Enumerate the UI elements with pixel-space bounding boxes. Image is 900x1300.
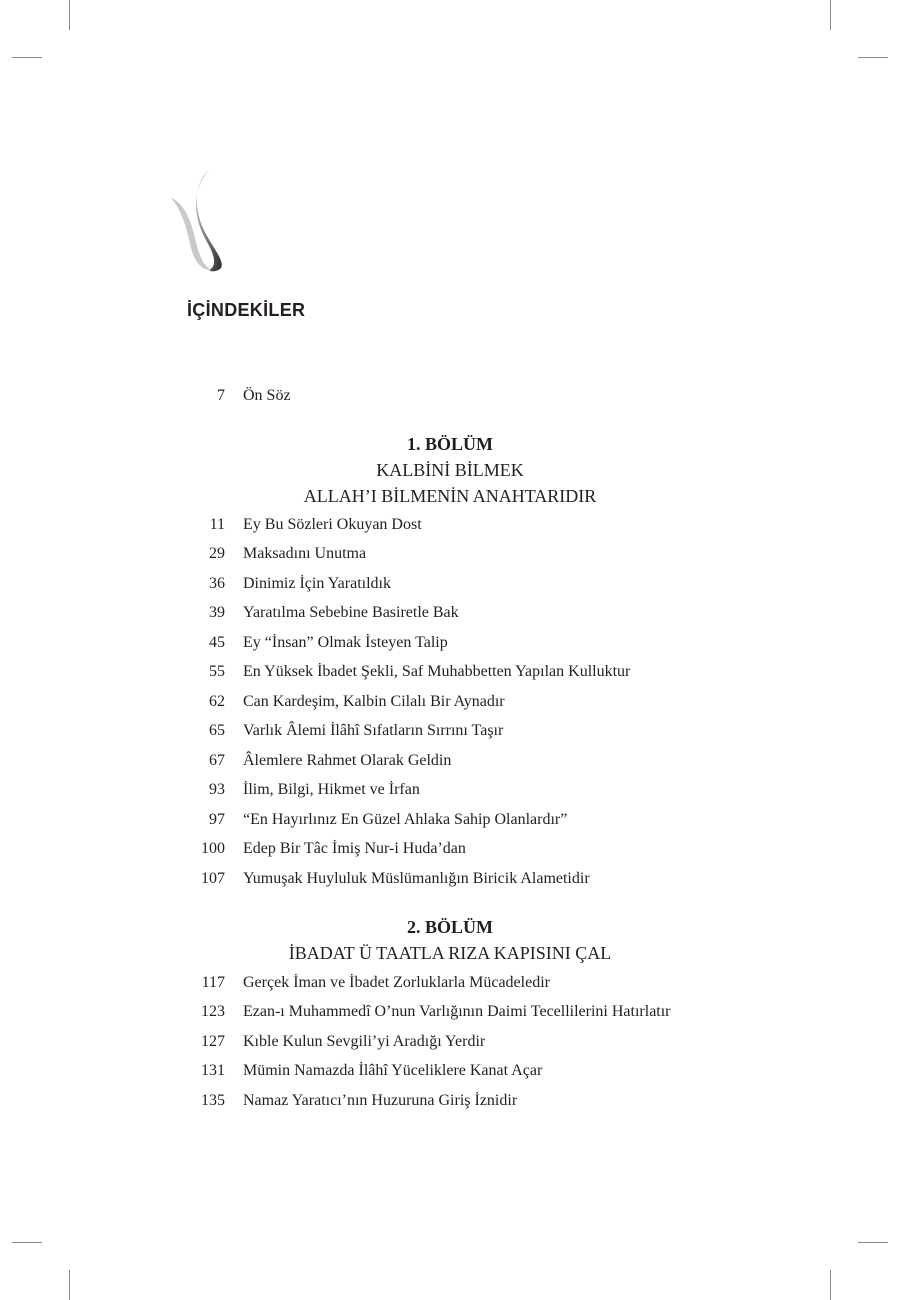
entry-title: Âlemlere Rahmet Olarak Geldin [243, 752, 452, 769]
entry-title: Kıble Kulun Sevgili’yi Aradığı Yerdir [243, 1033, 486, 1050]
page-number: 131 [201, 1062, 225, 1079]
crop-mark-right-top [858, 57, 888, 58]
entry-title: Maksadını Unutma [243, 545, 367, 562]
toc-entry[interactable] [170, 632, 448, 654]
crop-mark-bottom-left [69, 1270, 70, 1300]
entry-title: Ezan-ı Muhammedî O’nun Varlığının Daimi Tecellilerini Hatırlatır [243, 1003, 671, 1020]
toc-entry[interactable] [170, 809, 567, 831]
entry-title: Varlık Âlemi İlâhî Sıfatların Sırrını Taşır [243, 722, 504, 739]
toc-entry[interactable] [170, 1060, 542, 1082]
page-number: 55 [209, 663, 225, 680]
section-2-label: 2. BÖLÜM [406, 917, 493, 937]
entry-title: Mümin Namazda İlâhî Yüceliklere Kanat Açar [243, 1062, 543, 1079]
page-number: 135 [201, 1092, 225, 1109]
crop-mark-bottom-right [830, 1270, 831, 1300]
toc-entry[interactable] [170, 1031, 485, 1053]
entry-title: Yumuşak Huyluluk Müslümanlığın Biricik Alametidir [243, 870, 590, 887]
section-2-header [0, 914, 900, 966]
page-number: 107 [201, 870, 225, 887]
page-number: 29 [209, 545, 225, 562]
toc-entry[interactable] [170, 972, 550, 994]
toc-entry[interactable] [170, 1001, 671, 1023]
page-number: 7 [217, 387, 225, 404]
page-number: 67 [209, 752, 225, 769]
page-number: 65 [209, 722, 225, 739]
page-title: İÇİNDEKİLER [187, 300, 306, 320]
page-number: 127 [201, 1033, 225, 1050]
toc-entry[interactable] [170, 514, 422, 536]
toc-entry[interactable] [170, 602, 459, 624]
entry-title: En Yüksek İbadet Şekli, Saf Muhabbetten Yapılan Kulluktur [243, 663, 631, 680]
crop-mark-right-bottom [858, 1242, 888, 1243]
page-number: 117 [201, 974, 225, 991]
toc-entry[interactable] [170, 838, 466, 860]
page-number: 97 [209, 811, 225, 828]
entry-title: Yaratılma Sebebine Basiretle Bak [243, 604, 459, 621]
page-number: 100 [201, 840, 225, 857]
section-1-title-line-1: KALBİNİ BİLMEK [376, 460, 524, 480]
page-number: 45 [209, 634, 225, 651]
crop-mark-left-bottom [12, 1242, 42, 1243]
entry-title: Gerçek İman ve İbadet Zorluklarla Mücadeledir [243, 974, 550, 991]
toc-entry-onsoz[interactable] [170, 385, 291, 407]
calligraphy-emblem-icon [165, 168, 245, 273]
toc-entry[interactable] [170, 661, 630, 683]
toc-entry[interactable] [170, 720, 503, 742]
page-number: 36 [209, 575, 225, 592]
toc-entry[interactable] [170, 1090, 517, 1112]
entry-title: “En Hayırlınız En Güzel Ahlaka Sahip Olanlardır” [243, 811, 568, 828]
section-1-label: 1. BÖLÜM [406, 434, 493, 454]
page-number: 123 [201, 1003, 225, 1020]
entry-title: Dinimiz İçin Yaratıldık [243, 575, 391, 592]
toc-entry[interactable] [170, 543, 366, 565]
entry-title: Ey Bu Sözleri Okuyan Dost [243, 516, 422, 533]
page-number: 62 [209, 693, 225, 710]
toc-entry[interactable] [170, 691, 505, 713]
entry-title: Ey “İnsan” Olmak İsteyen Talip [243, 634, 448, 651]
crop-mark-top-left [69, 0, 70, 30]
toc-entry[interactable] [170, 573, 391, 595]
entry-title: Edep Bir Tâc İmiş Nur-i Huda’dan [243, 840, 466, 857]
page-number: 39 [209, 604, 225, 621]
crop-mark-top-right [830, 0, 831, 30]
entry-title: Can Kardeşim, Kalbin Cilalı Bir Aynadır [243, 693, 505, 710]
entry-title: İlim, Bilgi, Hikmet ve İrfan [243, 781, 420, 798]
crop-mark-left-top [12, 57, 42, 58]
entry-title: Ön Söz [243, 387, 291, 404]
page-number: 93 [209, 781, 225, 798]
entry-title: Namaz Yaratıcı’nın Huzuruna Giriş İznidir [243, 1092, 518, 1109]
section-1-title-line-2: ALLAH’I BİLMENİN ANAHTARIDIR [303, 486, 597, 506]
toc-entry[interactable] [170, 779, 420, 801]
page-number: 11 [209, 516, 225, 533]
toc-entry[interactable] [170, 750, 451, 772]
toc-entry[interactable] [170, 868, 590, 890]
section-1-header [0, 431, 900, 509]
section-2-title-line-1: İBADAT Ü TAATLA RIZA KAPISINI ÇAL [288, 943, 612, 963]
